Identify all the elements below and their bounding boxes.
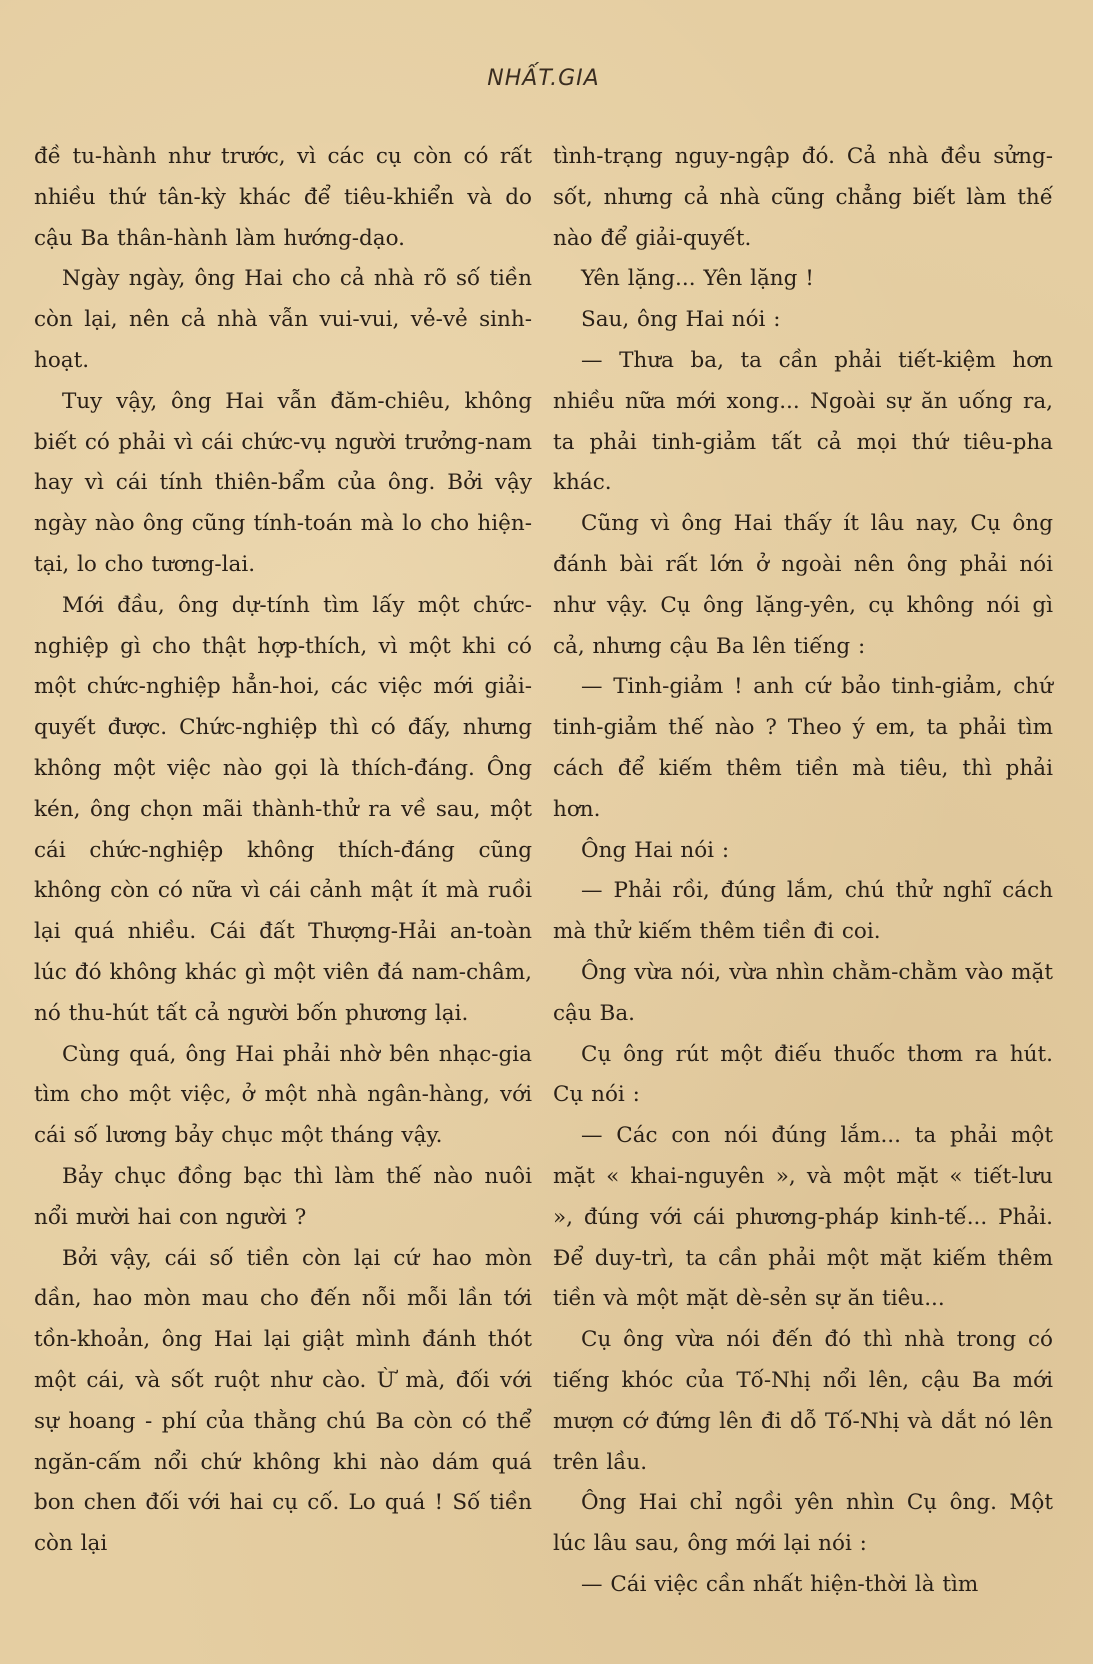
paragraph: tình-trạng nguy-ngập đó. Cả nhà đều sửng-sốt, nhưng cả nhà cũng chẳng biết làm thế nào để giải-quyết. [553,144,1053,251]
paragraph: Cụ ông vừa nói đến đó thì nhà trong có tiếng khóc của Tố-Nhị nổi lên, cậu Ba mới mượn cớ đứng lên đi dỗ Tố-Nhị và dắt nó lên trên lầu. [553,1327,1053,1475]
paragraph: Ông vừa nói, vừa nhìn chằm-chằm vào mặt cậu Ba. [553,959,1053,1026]
paragraph: Cùng quá, ông Hai phải nhờ bên nhạc-gia tìm cho một việc, ở một nhà ngân-hàng, với cái số lương bảy chục một tháng vậy. [34,1041,532,1149]
paragraph: Bảy chục đồng bạc thì làm thế nào nuôi nổi mười hai con người ? [34,1163,532,1230]
paragraph: Tuy vậy, ông Hai vẫn đăm-chiêu, không biết có phải vì cái chức-vụ người trưởng-nam hay vì cái tính thiên-bẩm của ông. Bởi vậy ngày nào ông cũng tính-toán mà lo cho hiện-tại, lo cho tương-lai. [34,388,532,577]
paragraph: Cụ ông rút một điếu thuốc thơm ra hút. Cụ nói : [553,1041,1053,1108]
paragraph: — Phải rồi, đúng lắm, chú thử nghĩ cách mà thử kiếm thêm tiền đi coi. [553,878,1053,945]
paragraph: — Thưa ba, ta cần phải tiết-kiệm hơn nhiều nữa mới xong... Ngoài sự ăn uống ra, ta phải tinh-giảm tất cả mọi thứ tiêu-pha khác. [553,347,1053,496]
paragraph: Yên lặng... Yên lặng ! [581,266,814,292]
paragraph: — Các con nói đúng lắm... ta phải một mặt « khai-nguyên », và một mặt « tiết-lưu », đúng với cái phương-pháp kinh-tế... Phải. Để duy-trì, ta cần phải một mặt kiếm thêm tiền và một mặt dè-sẻn sự ăn tiêu... [553,1123,1053,1312]
paragraph: Cũng vì ông Hai thấy ít lâu nay, Cụ ông đánh bài rất lớn ở ngoài nên ông phải nói như vậy. Cụ ông lặng-yên, cụ không nói gì cả, nhưng cậu Ba lên tiếng : [553,511,1053,659]
paragraph: Bởi vậy, cái số tiền còn lại cứ hao mòn dần, hao mòn mau cho đến nỗi mỗi lần tới tồn-khoản, ông Hai lại giật mình đánh thót một cái, và sốt ruột như cào. Ừ mà, đối với sự hoang - phí của thằng chú Ba còn có thể ngăn-cấm nổi chứ không khi nào dám quá bon chen đối với hai cụ cố. Lo quá ! Số tiền còn lại [34,1245,532,1557]
text-columns [34,137,1053,1606]
paragraph: Ông Hai nói : [581,837,730,863]
paragraph: — Tinh-giảm ! anh cứ bảo tinh-giảm, chứ tinh-giảm thế nào ? Theo ý em, ta phải tìm cách để kiếm thêm tiền mà tiêu, thì phải hơn. [553,674,1053,822]
paragraph: Ông Hai chỉ ngồi yên nhìn Cụ ông. Một lúc lâu sau, ông mới lại nói : [553,1490,1053,1557]
paragraph: Sau, ông Hai nói : [581,307,781,333]
right-column [553,137,1053,1606]
paragraph: Ngày ngày, ông Hai cho cả nhà rõ số tiền còn lại, nên cả nhà vẫn vui-vui, vẻ-vẻ sinh-hoạt. [34,266,532,373]
running-header: NHẤT.GIA [487,66,600,91]
paragraph: — Cái việc cần nhất hiện-thời là tìm [581,1571,979,1597]
paragraph: đề tu-hành như trước, vì các cụ còn có rất nhiều thứ tân-kỳ khác để tiêu-khiển và do cậu Ba thân-hành làm hướng-dạo. [34,144,532,251]
paragraph: Mới đầu, ông dự-tính tìm lấy một chức-nghiệp gì cho thật hợp-thích, vì một khi có một chức-nghiệp hẳn-hoi, các việc mới giải-quyết được. Chức-nghiệp thì có đấy, nhưng không một việc nào gọi là thích-đáng. Ông kén, ông chọn mãi thành-thử ra về sau, một cái chức-nghiệp không thích-đáng cũng không còn có nữa vì cái cảnh mật ít mà ruồi lại quá nhiều. Cái đất Thượng-Hải an-toàn lúc đó không khác gì một viên đá nam-châm, nó thu-hút tất cả người bốn phương lại. [34,592,532,1026]
left-column [34,137,532,1606]
